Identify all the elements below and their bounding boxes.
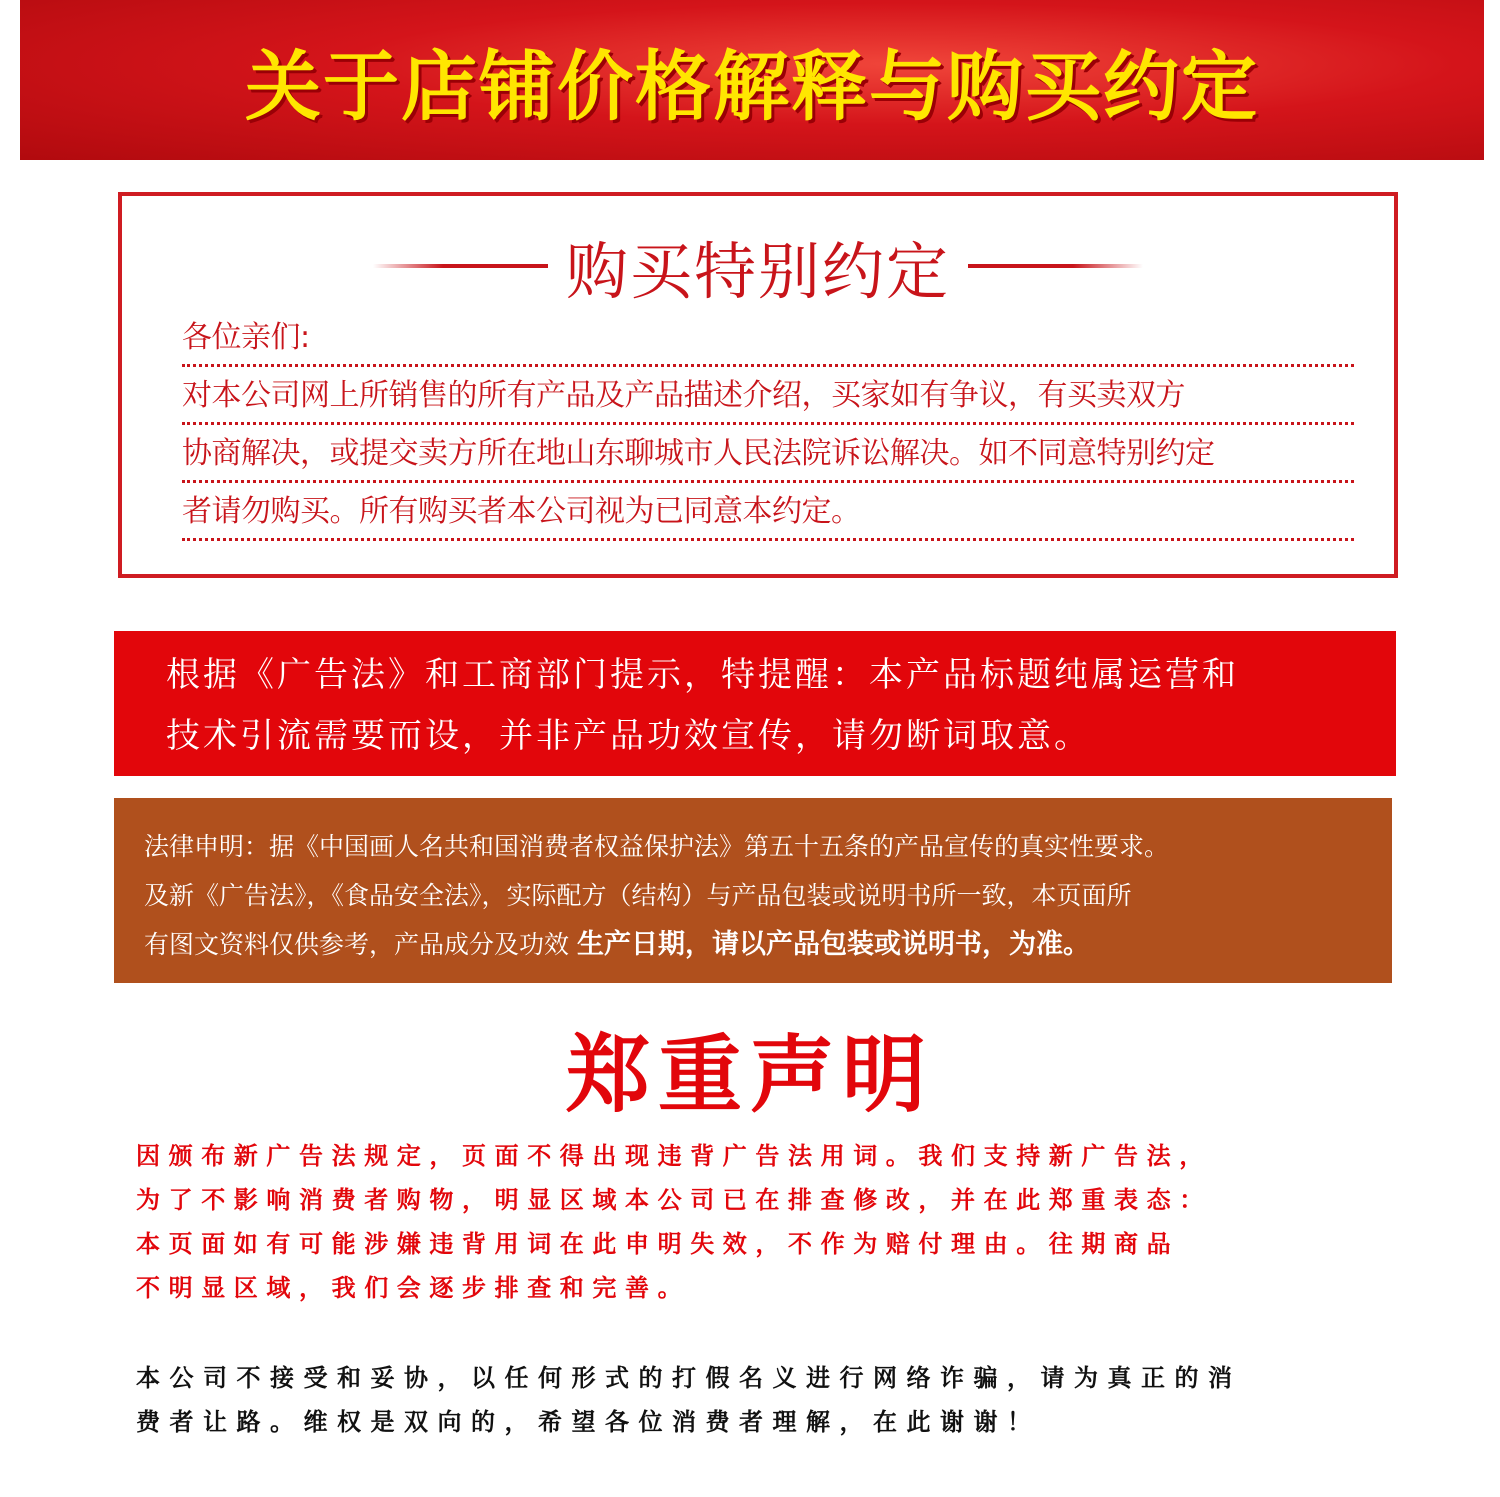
declaration-title: 郑重声明 bbox=[565, 1026, 934, 1124]
advertising-law-notice bbox=[114, 631, 1396, 776]
purchase-agreement-box bbox=[118, 192, 1398, 578]
footer-line: 本公司不接受和妥协，以任何形式的打假名义进行网络诈骗，请为真正的消 bbox=[136, 1364, 1242, 1392]
agreement-greeting: 各位亲们: bbox=[182, 312, 1354, 367]
declaration-line: 因颁布新广告法规定，页面不得出现违背广告法用词。我们支持新广告法， bbox=[136, 1142, 1212, 1170]
declaration-line: 不明显区域，我们会逐步排查和完善。 bbox=[136, 1274, 691, 1302]
legal-statement-box bbox=[114, 798, 1392, 983]
title-line-right bbox=[968, 264, 1143, 268]
legal-line-normal: 有图文资料仅供参考，产品成分及功效 bbox=[144, 930, 577, 959]
header-banner bbox=[20, 0, 1484, 160]
notice-line: 根据《广告法》和工商部门提示，特提醒：本产品标题纯属运营和 bbox=[166, 655, 1239, 695]
legal-line bbox=[144, 920, 1392, 969]
agreement-line: 对本公司网上所销售的所有产品及产品描述介绍，买家如有争议，有买卖双方 bbox=[182, 370, 1354, 425]
legal-line: 及新《广告法》，《食品安全法》，实际配方（结构）与产品包装或说明书所一致，本页面所 bbox=[144, 881, 1132, 910]
legal-line: 法律申明：据《中国画人名共和国消费者权益保护法》第五十五条的产品宣传的真实性要求。 bbox=[144, 832, 1170, 861]
agreement-title-row bbox=[122, 226, 1394, 306]
footer-line: 费者让路。维权是双向的，希望各位消费者理解，在此谢谢！ bbox=[136, 1408, 1041, 1436]
banner-title: 关于店铺价格解释与购买约定 bbox=[245, 41, 1259, 131]
title-line-left bbox=[373, 264, 548, 268]
anti-fraud-statement bbox=[136, 1356, 1376, 1444]
legal-line-emphasis: 生产日期，请以产品包装或说明书，为准。 bbox=[576, 929, 1090, 960]
declaration-text bbox=[136, 1134, 1376, 1310]
agreement-line: 协商解决，或提交卖方所在地山东聊城市人民法院诉讼解决。如不同意特别约定 bbox=[182, 428, 1354, 483]
agreement-line: 者请勿购买。所有购买者本公司视为已同意本约定。 bbox=[182, 486, 1354, 541]
agreement-text bbox=[182, 312, 1354, 544]
agreement-title: 购买特别约定 bbox=[565, 234, 950, 308]
declaration-line: 本页面如有可能涉嫌违背用词在此申明失效，不作为赔付理由。往期商品 bbox=[136, 1230, 1180, 1258]
declaration-line: 为了不影响消费者购物，明显区域本公司已在排查修改，并在此郑重表态： bbox=[136, 1186, 1212, 1214]
notice-line: 技术引流需要而设，并非产品功效宣传，请勿断词取意。 bbox=[166, 716, 1091, 756]
